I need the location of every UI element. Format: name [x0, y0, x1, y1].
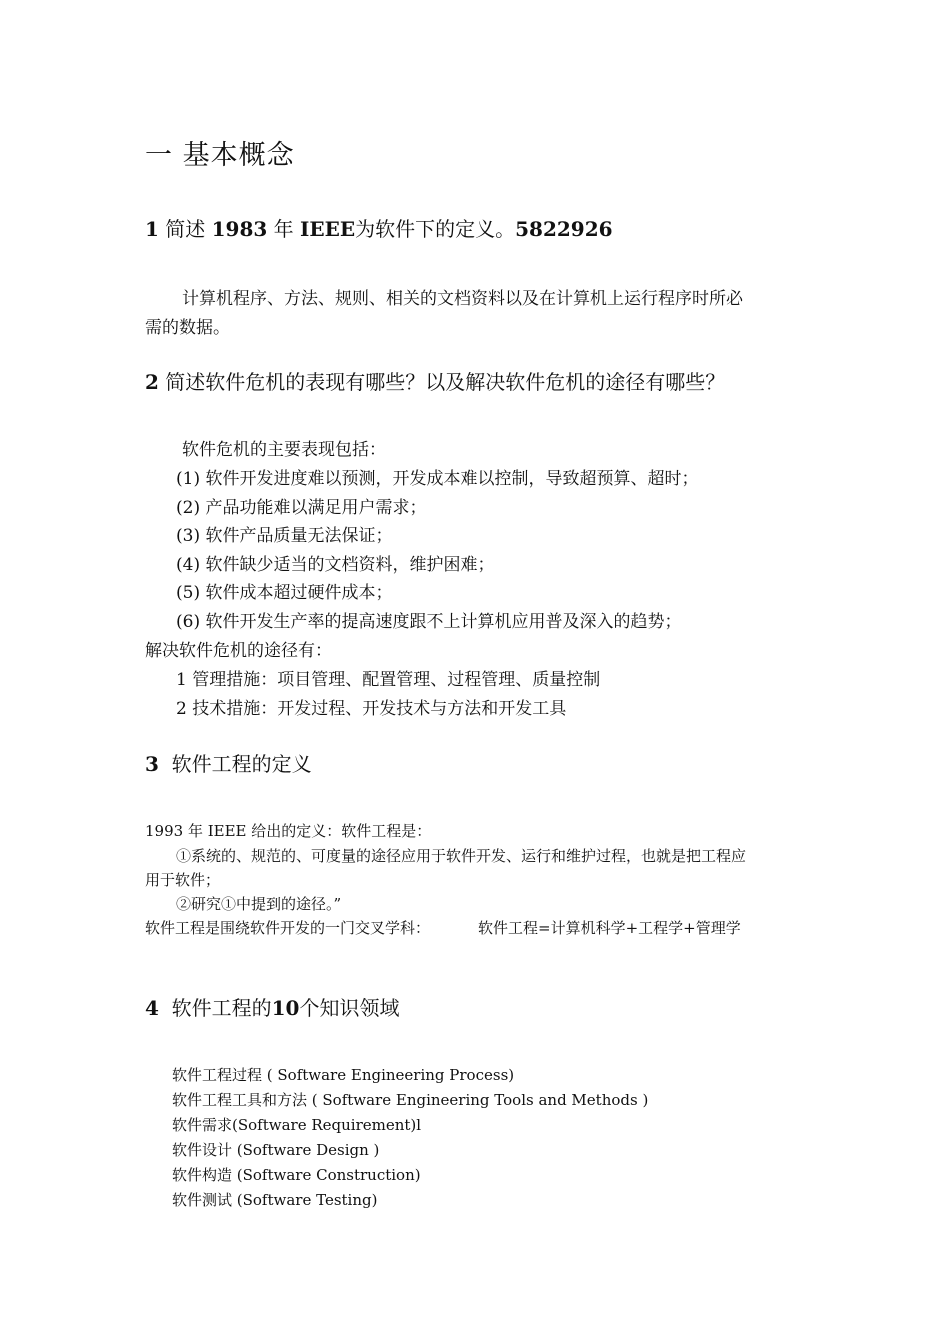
question-number: 2 — [145, 370, 159, 394]
q3-text-line: ②研究①中提到的途径。” — [176, 895, 342, 913]
question-number: 3 — [145, 752, 159, 776]
question-3-heading — [145, 748, 312, 777]
list-item: 软件设计 (Software Design ) — [172, 1141, 380, 1159]
list-item: 软件需求(Software Requirement)l — [172, 1116, 422, 1134]
list-item: 1 管理措施：项目管理、配置管理、过程管理、质量控制 — [176, 670, 601, 690]
q2-intro: 软件危机的主要表现包括： — [182, 440, 386, 460]
question-number: 1 — [145, 217, 159, 241]
heading-text: 软件工程的定义 — [171, 752, 312, 776]
heading-text: 软件工程的 — [171, 996, 272, 1020]
heading-count: 10 — [271, 996, 300, 1020]
q1-answer-line: 需的数据。 — [145, 318, 230, 338]
q2-solution-intro: 解决软件危机的途径有： — [145, 641, 332, 661]
heading-code: 5822926 — [515, 217, 613, 241]
list-item: 软件工程过程 ( Software Engineering Process) — [172, 1066, 515, 1084]
q3-formula: 软件工程=计算机科学+工程学+管理学 — [478, 919, 741, 937]
list-item: 软件测试 (Software Testing) — [172, 1191, 378, 1209]
list-item: (3) 软件产品质量无法保证； — [176, 526, 393, 546]
list-item: 2 技术措施：开发过程、开发技术与方法和开发工具 — [176, 699, 567, 719]
question-number: 4 — [145, 996, 159, 1020]
list-item: 软件工程工具和方法 ( Software Engineering Tools and Methods ) — [172, 1091, 649, 1109]
q3-text-line: 1993 年 IEEE 给出的定义：软件工程是： — [145, 822, 432, 840]
question-1-heading — [145, 213, 613, 242]
question-2-heading — [145, 366, 725, 395]
heading-text: 简述软件危机的表现有哪些？以及解决软件危机的途径有哪些？ — [165, 370, 726, 394]
heading-text: 个知识领域 — [299, 996, 400, 1020]
list-item: (5) 软件成本超过硬件成本； — [176, 583, 393, 603]
question-4-heading — [145, 992, 399, 1021]
heading-text: 年 — [273, 217, 294, 241]
heading-year: 1983 — [211, 217, 268, 241]
heading-text: 简述 — [165, 217, 206, 241]
q3-text-line: ①系统的、规范的、可度量的途径应用于软件开发、运行和维护过程，也就是把工程应 — [176, 847, 747, 865]
list-item: (4) 软件缺少适当的文档资料，维护困难； — [176, 555, 495, 575]
q1-answer-line: 计算机程序、方法、规则、相关的文档资料以及在计算机上运行程序时所必 — [182, 289, 743, 309]
chapter-title: 一 基本概念 — [145, 140, 295, 171]
list-item: 软件构造 (Software Construction) — [172, 1166, 421, 1184]
q3-text-line: 软件工程是围绕软件开发的一门交叉学科： — [145, 919, 431, 937]
list-item: (2) 产品功能难以满足用户需求； — [176, 498, 427, 518]
list-item: (6) 软件开发生产率的提高速度跟不上计算机应用普及深入的趋势； — [176, 612, 682, 632]
heading-org: IEEE — [300, 217, 356, 241]
q3-text-line: 用于软件； — [145, 871, 221, 889]
heading-text: 为软件下的定义。 — [355, 217, 516, 241]
list-item: (1) 软件开发进度难以预测，开发成本难以控制，导致超预算、超时； — [176, 469, 699, 489]
